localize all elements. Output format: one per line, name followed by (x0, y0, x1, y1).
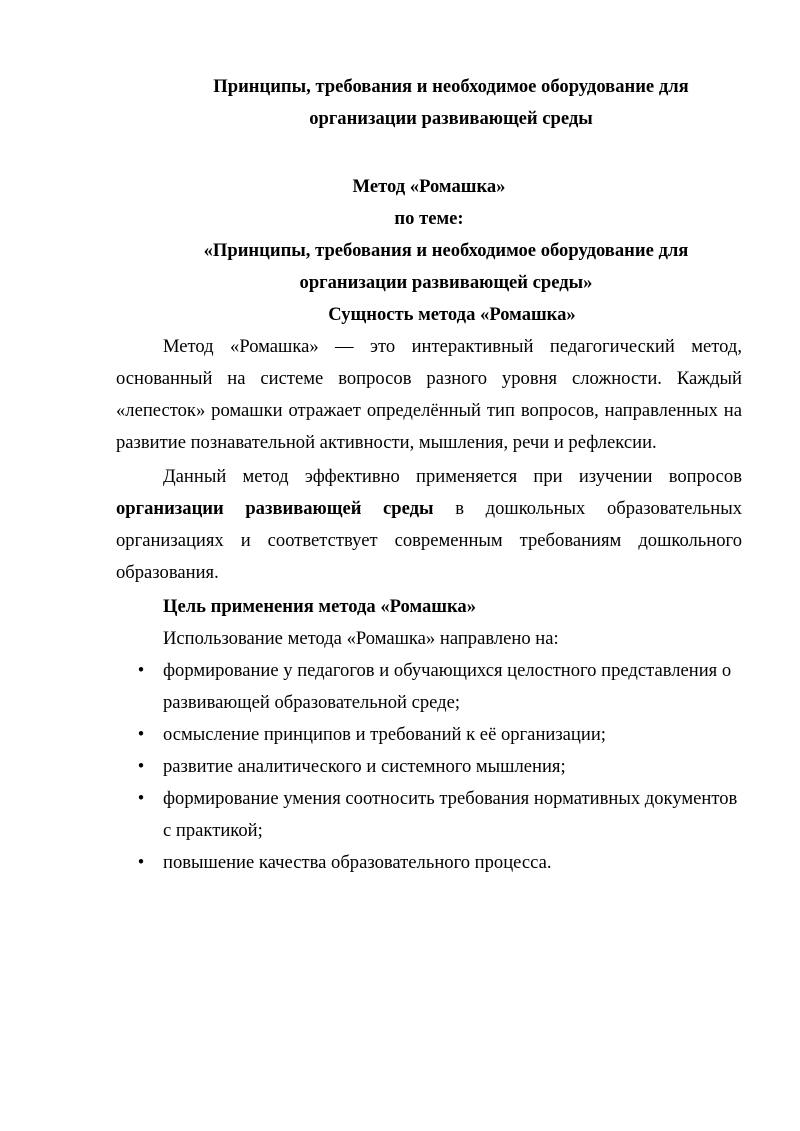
theme-text: «Принципы, требования и необходимое оборудование для организации развивающей среды» (203, 240, 689, 293)
list-item-text: формирование у педагогов и обучающихся целостного представления о развивающей образовательной среде; (163, 660, 732, 713)
list-item (116, 655, 742, 719)
list-item (116, 719, 742, 751)
bullet-icon: • (137, 788, 145, 809)
application-text-before: Данный метод эффективно применяется при изучении вопросов (163, 466, 742, 487)
application-paragraph (116, 461, 742, 589)
application-text-bold: организации развивающей среды (116, 498, 434, 519)
list-item-text: формирование умения соотносить требования нормативных документов с практикой; (163, 788, 738, 841)
list-item (116, 783, 742, 847)
list-item (116, 751, 742, 783)
document-title: Принципы, требования и необходимое оборудование для организации развивающей среды (213, 76, 689, 129)
bullet-icon: • (137, 660, 145, 681)
goal-intro: Использование метода «Ромашка» направлено на: (163, 628, 559, 649)
essence-paragraph: Метод «Ромашка» — это интерактивный педагогический метод, основанный на системе вопросов разного уровня сложности. Каждый «лепесток» ромашки отражает определённый тип вопросов, направленных на развитие познавательной активности, мышления, речи и рефлексии. (116, 336, 742, 453)
goals-list (116, 655, 742, 879)
list-item (116, 847, 742, 879)
bullet-icon: • (137, 852, 145, 873)
bullet-icon: • (137, 756, 145, 777)
theme-label: по теме: (394, 208, 464, 229)
list-item-text: развитие аналитического и системного мышления; (163, 756, 566, 777)
goal-heading: Цель применения метода «Ромашка» (163, 596, 477, 617)
list-item-text: осмысление принципов и требований к её организации; (163, 724, 606, 745)
essence-heading: Сущность метода «Ромашка» (328, 304, 576, 325)
list-item-text: повышение качества образовательного процесса. (163, 852, 552, 873)
bullet-icon: • (137, 724, 145, 745)
application-text-after: в дошкольных образовательных организациях и соответствует современным требованиям дошкольного образования. (116, 498, 742, 583)
method-title: Метод «Ромашка» (352, 176, 506, 197)
